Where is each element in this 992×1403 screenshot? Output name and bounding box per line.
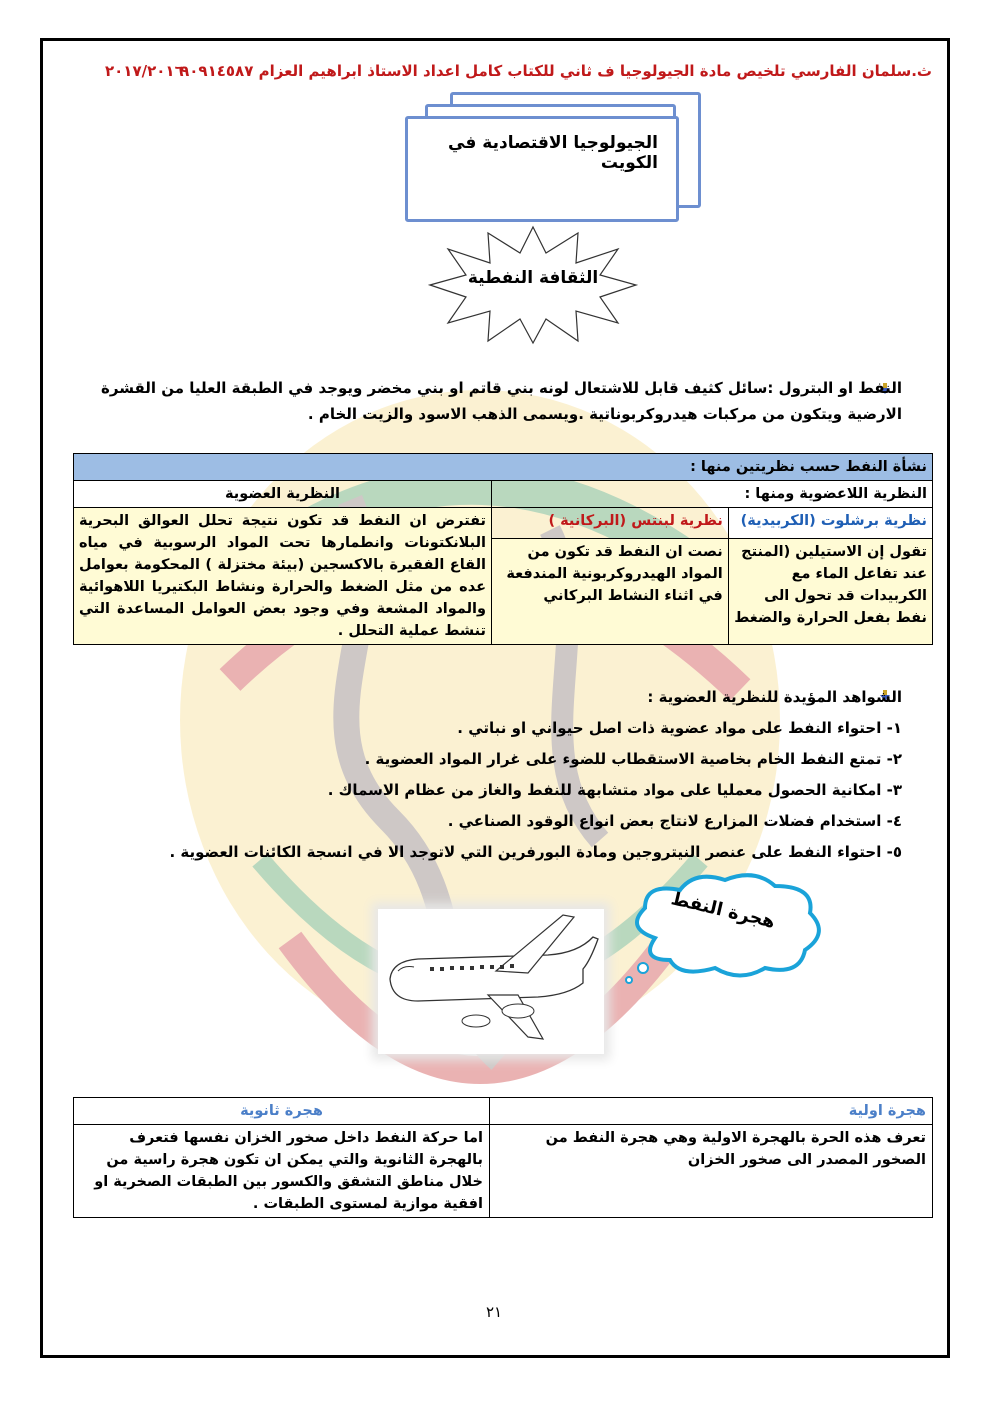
evidence-text: احتواء النفط على مواد عضوية ذات اصل حيواني او نباتي . xyxy=(457,719,882,737)
title-card-front xyxy=(405,116,679,222)
evidence-list xyxy=(85,685,902,871)
page-title: الجيولوجيا الاقتصادية في الكويت xyxy=(448,133,658,173)
header-text: ث.سلمان الفارسي تلخيص مادة الجيولوجيا ف ثاني للكتاب كامل اعداد الاستاذ ابراهيم العزام ٩٠٩١٤٥٨٧ xyxy=(180,62,932,80)
evidence-item xyxy=(85,809,902,840)
origin-table-heading: نشأة النفط حسب نظريتين منها : xyxy=(74,454,933,481)
evidence-number: ٢- xyxy=(886,750,902,768)
evidence-item xyxy=(85,778,902,809)
evidence-item xyxy=(85,840,902,871)
title-card-stack xyxy=(400,92,700,242)
evidence-text: تمتع النفط الخام بخاصية الاستقطاب للضوء على غرار المواد العضوية . xyxy=(364,750,882,768)
secondary-migration-heading: هجرة ثانوية xyxy=(74,1098,490,1125)
evidence-number: ١- xyxy=(886,719,902,737)
inorganic-theory-heading: النظرية اللاعضوية ومنها : xyxy=(492,481,933,508)
organic-theory-text: تفترض ان النفط قد تكون نتيجة تحلل العوالق البحرية البلانكتونات وانطمارها تحت المواد الرسوبية في مياه القاع الفقيرة بالاكسجين (بيئة مختزلة ) المحكومة بعوامل عده من مثل الضغط والحرارة ونشاط البكتيريا اللاهوائية والمواد المشعة وفي وجود بعض العوامل المساعدة التي تنشط عملية التحلل . xyxy=(74,508,492,645)
theory-berthelot-name: نظرية برشلوت (الكربيدية) xyxy=(728,508,932,539)
secondary-migration-text: اما حركة النفط داخل صخور الخزان نفسها فتعرف بالهجرة الثانوية والتي يمكن ان تكون هجرة راسية من خلال مناطق التشقق والكسور بين الطبقات الصخرية او افقية موازية لمستوى الطبقات . xyxy=(74,1125,490,1218)
page-number: ٢١ xyxy=(486,1303,503,1321)
cloud-label: هجرة النفط xyxy=(668,888,778,933)
theory-lipnets-text: نصت ان النفط قد تكون من المواد الهيدروكربونية المندفعة في اثناء النشاط البركاني xyxy=(492,538,729,644)
burst-label: الثقافة النفطية xyxy=(467,268,599,288)
evidence-text: احتواء النفط على عنصر النيتروجين ومادة البورفرين التي لاتوجد الا في انسجة الكائنات العضوية . xyxy=(169,843,882,861)
primary-migration-text: تعرف هذه الحرة بالهجرة الاولية وهي هجرة النفط من الصخور المصدر الى صخور الخزان xyxy=(490,1125,933,1218)
evidence-heading: الشواهد المؤيدة للنظرية العضوية : xyxy=(647,688,902,706)
thought-cloud-shape xyxy=(615,868,830,988)
theory-berthelot-text: تقول إن الاستيلين (المنتج عند تفاعل الماء مع الكربيدات قد تحول الى نفط بفعل الحرارة والضغط xyxy=(728,538,932,644)
origin-theories-table xyxy=(73,453,933,645)
page-header xyxy=(95,62,932,80)
migration-table xyxy=(73,1097,933,1218)
airplane-illustration xyxy=(378,909,604,1054)
evidence-text: امكانية الحصول معمليا على مواد متشابهة للنفط والغاز من عظام الاسماك . xyxy=(327,781,882,799)
oil-definition: النفط او البترول :سائل كثيف قابل للاشتعال لونه بني قاتم او بني مخضر ويوجد في الطبقة العليا من القشرة الارضية ويتكون من مركبات هيدروكربوناتية .ويسمى الذهب الاسود والزيت الخام . xyxy=(101,379,902,423)
header-year: ٢٠١٧/٢٠١٦ xyxy=(105,62,184,80)
evidence-text: استخدام فضلات المزارع لانتاج بعض انواع الوقود الصناعي . xyxy=(447,812,882,830)
evidence-number: ٤- xyxy=(886,812,902,830)
evidence-number: ٥- xyxy=(886,843,902,861)
theory-lipnets-name: نظرية لبنتس (البركانية ) xyxy=(492,508,729,539)
airplane-icon xyxy=(378,909,604,1054)
evidence-number: ٣- xyxy=(886,781,902,799)
evidence-item xyxy=(85,747,902,778)
primary-migration-heading: هجرة اولية xyxy=(490,1098,933,1125)
organic-theory-heading: النظرية العضوية xyxy=(74,481,492,508)
evidence-item xyxy=(85,716,902,747)
